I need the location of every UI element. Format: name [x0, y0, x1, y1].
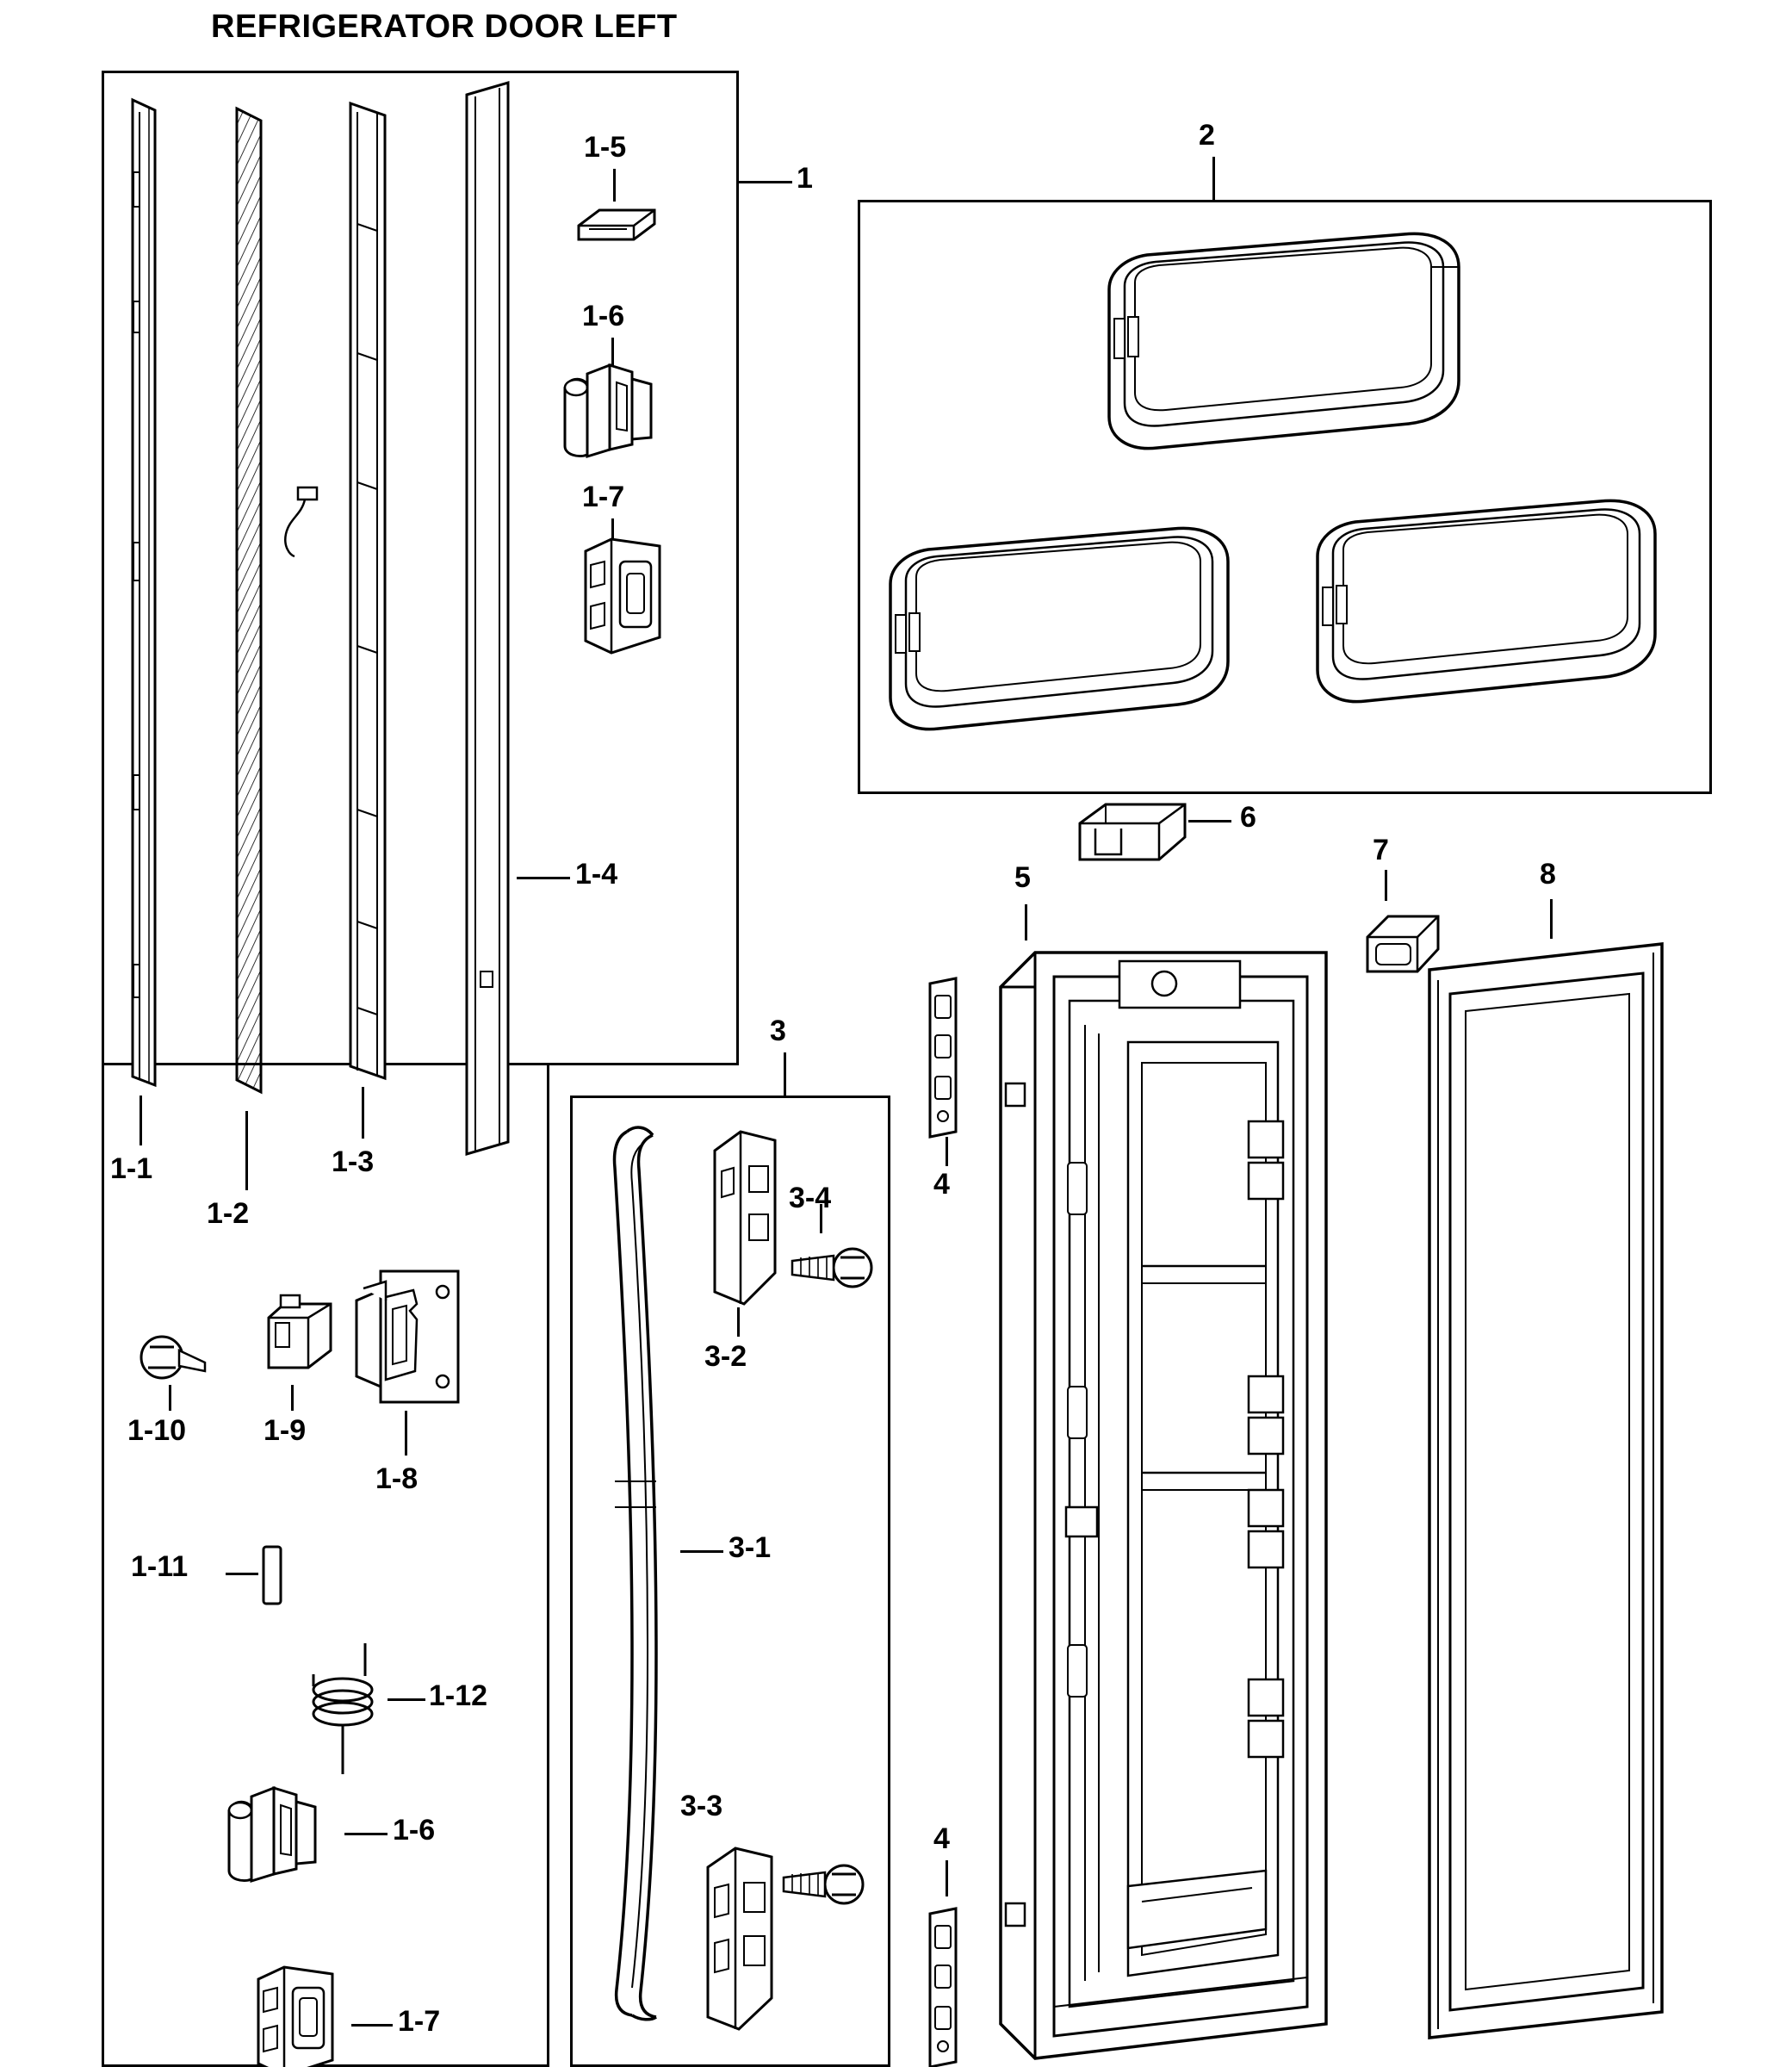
leader-1-9: [291, 1385, 294, 1411]
callout-1-10: 1-10: [127, 1414, 187, 1447]
leader-1-6-lower: [344, 1833, 388, 1835]
leader-3-1: [680, 1550, 723, 1553]
part-3-2-handle-bracket-upper: [696, 1120, 791, 1326]
part-1-11-spacer-block: [257, 1542, 291, 1611]
leader-7: [1385, 870, 1387, 901]
part-door-bin-small-right: [1297, 491, 1684, 741]
leader-1-3: [362, 1087, 364, 1139]
leader-3-2: [737, 1307, 740, 1337]
leader-1-4: [517, 877, 570, 879]
part-1-5-shelf-end-cap: [570, 200, 665, 251]
leader-1-7-lower: [351, 2024, 393, 2027]
leader-5: [1025, 904, 1027, 940]
part-4-door-stopper-rail-upper: [916, 971, 977, 1144]
part-5-refrigerator-door-panel-left: [982, 904, 1343, 2067]
leader-1-10: [169, 1385, 171, 1411]
callout-1-12: 1-12: [429, 1679, 488, 1712]
callout-3-3: 3-3: [680, 1790, 723, 1822]
leader-1-2: [245, 1111, 248, 1190]
part-1-2-door-gasket-strip: [228, 102, 280, 1101]
part-1-1-door-liner-rail-left: [121, 95, 181, 1098]
callout-4-upper: 4: [933, 1168, 950, 1201]
part-1-7-hinge-cam-bracket-lower: [243, 1955, 355, 2067]
callout-1-8: 1-8: [375, 1462, 419, 1495]
callout-1-6-lower: 1-6: [393, 1814, 436, 1847]
part-1-10-shoulder-screw: [131, 1330, 226, 1399]
callout-1-5: 1-5: [584, 131, 627, 164]
part-1-7-hinge-cam-bracket: [570, 527, 682, 665]
part-1-3-door-liner-rail-center: [340, 95, 409, 1098]
page-title: REFRIGERATOR DOOR LEFT: [211, 9, 678, 45]
part-3-4-handle-screw: [784, 1233, 878, 1302]
callout-group-2: 2: [1199, 119, 1215, 152]
part-4-door-stopper-rail-lower: [916, 1902, 977, 2067]
leader-1-8: [405, 1411, 407, 1456]
part-6-dispenser-lever-cover: [1064, 794, 1219, 880]
callout-3-1: 3-1: [729, 1531, 772, 1564]
callout-8: 8: [1540, 858, 1556, 891]
callout-1-11: 1-11: [131, 1550, 189, 1583]
callout-1-7-lower: 1-7: [398, 2005, 441, 2038]
callout-5: 5: [1014, 861, 1031, 894]
callout-6: 6: [1240, 801, 1256, 834]
part-handle-screw-lower: [775, 1850, 870, 1919]
leader-1-12: [388, 1698, 425, 1701]
callout-3-4: 3-4: [789, 1182, 832, 1214]
leader-1-5: [613, 169, 616, 202]
leader-1-11: [226, 1573, 258, 1575]
callout-1-9: 1-9: [264, 1414, 307, 1447]
callout-1-2: 1-2: [207, 1197, 250, 1230]
part-8-door-gasket-seal: [1404, 896, 1688, 2067]
part-door-bin-small-left: [870, 518, 1257, 768]
leader-8: [1550, 899, 1553, 939]
leader-4-lower: [946, 1860, 948, 1896]
callout-1-4: 1-4: [575, 858, 618, 891]
callout-7: 7: [1373, 834, 1389, 866]
leader-6: [1188, 820, 1231, 822]
leader-group-2: [1212, 157, 1215, 200]
leader-group-3: [784, 1052, 786, 1096]
callout-1-1: 1-1: [110, 1152, 153, 1185]
part-1-6-hinge-bushing-upper: [549, 353, 679, 465]
part-1-8-hinge-plate-assembly: [348, 1259, 486, 1431]
callout-1-6: 1-6: [582, 300, 625, 332]
callout-group-1: 1: [797, 162, 813, 195]
part-1-9-hinge-pin-holder: [255, 1288, 350, 1383]
callout-group-3: 3: [770, 1015, 786, 1047]
part-1-6-hinge-bushing-lower: [214, 1774, 351, 1895]
part-wire-clip-detail: [276, 482, 336, 560]
part-1-4-door-liner-rail-right: [455, 78, 532, 1102]
callout-4-lower: 4: [933, 1822, 950, 1855]
callout-3-2: 3-2: [704, 1340, 747, 1373]
leader-1-1: [140, 1096, 142, 1145]
leader-4-upper: [946, 1137, 948, 1166]
callout-1-7: 1-7: [582, 481, 625, 513]
callout-1-3: 1-3: [332, 1145, 375, 1178]
part-door-bin-large: [1083, 226, 1488, 484]
leader-group-1: [739, 181, 792, 183]
part-1-12-torsion-spring: [298, 1636, 410, 1783]
